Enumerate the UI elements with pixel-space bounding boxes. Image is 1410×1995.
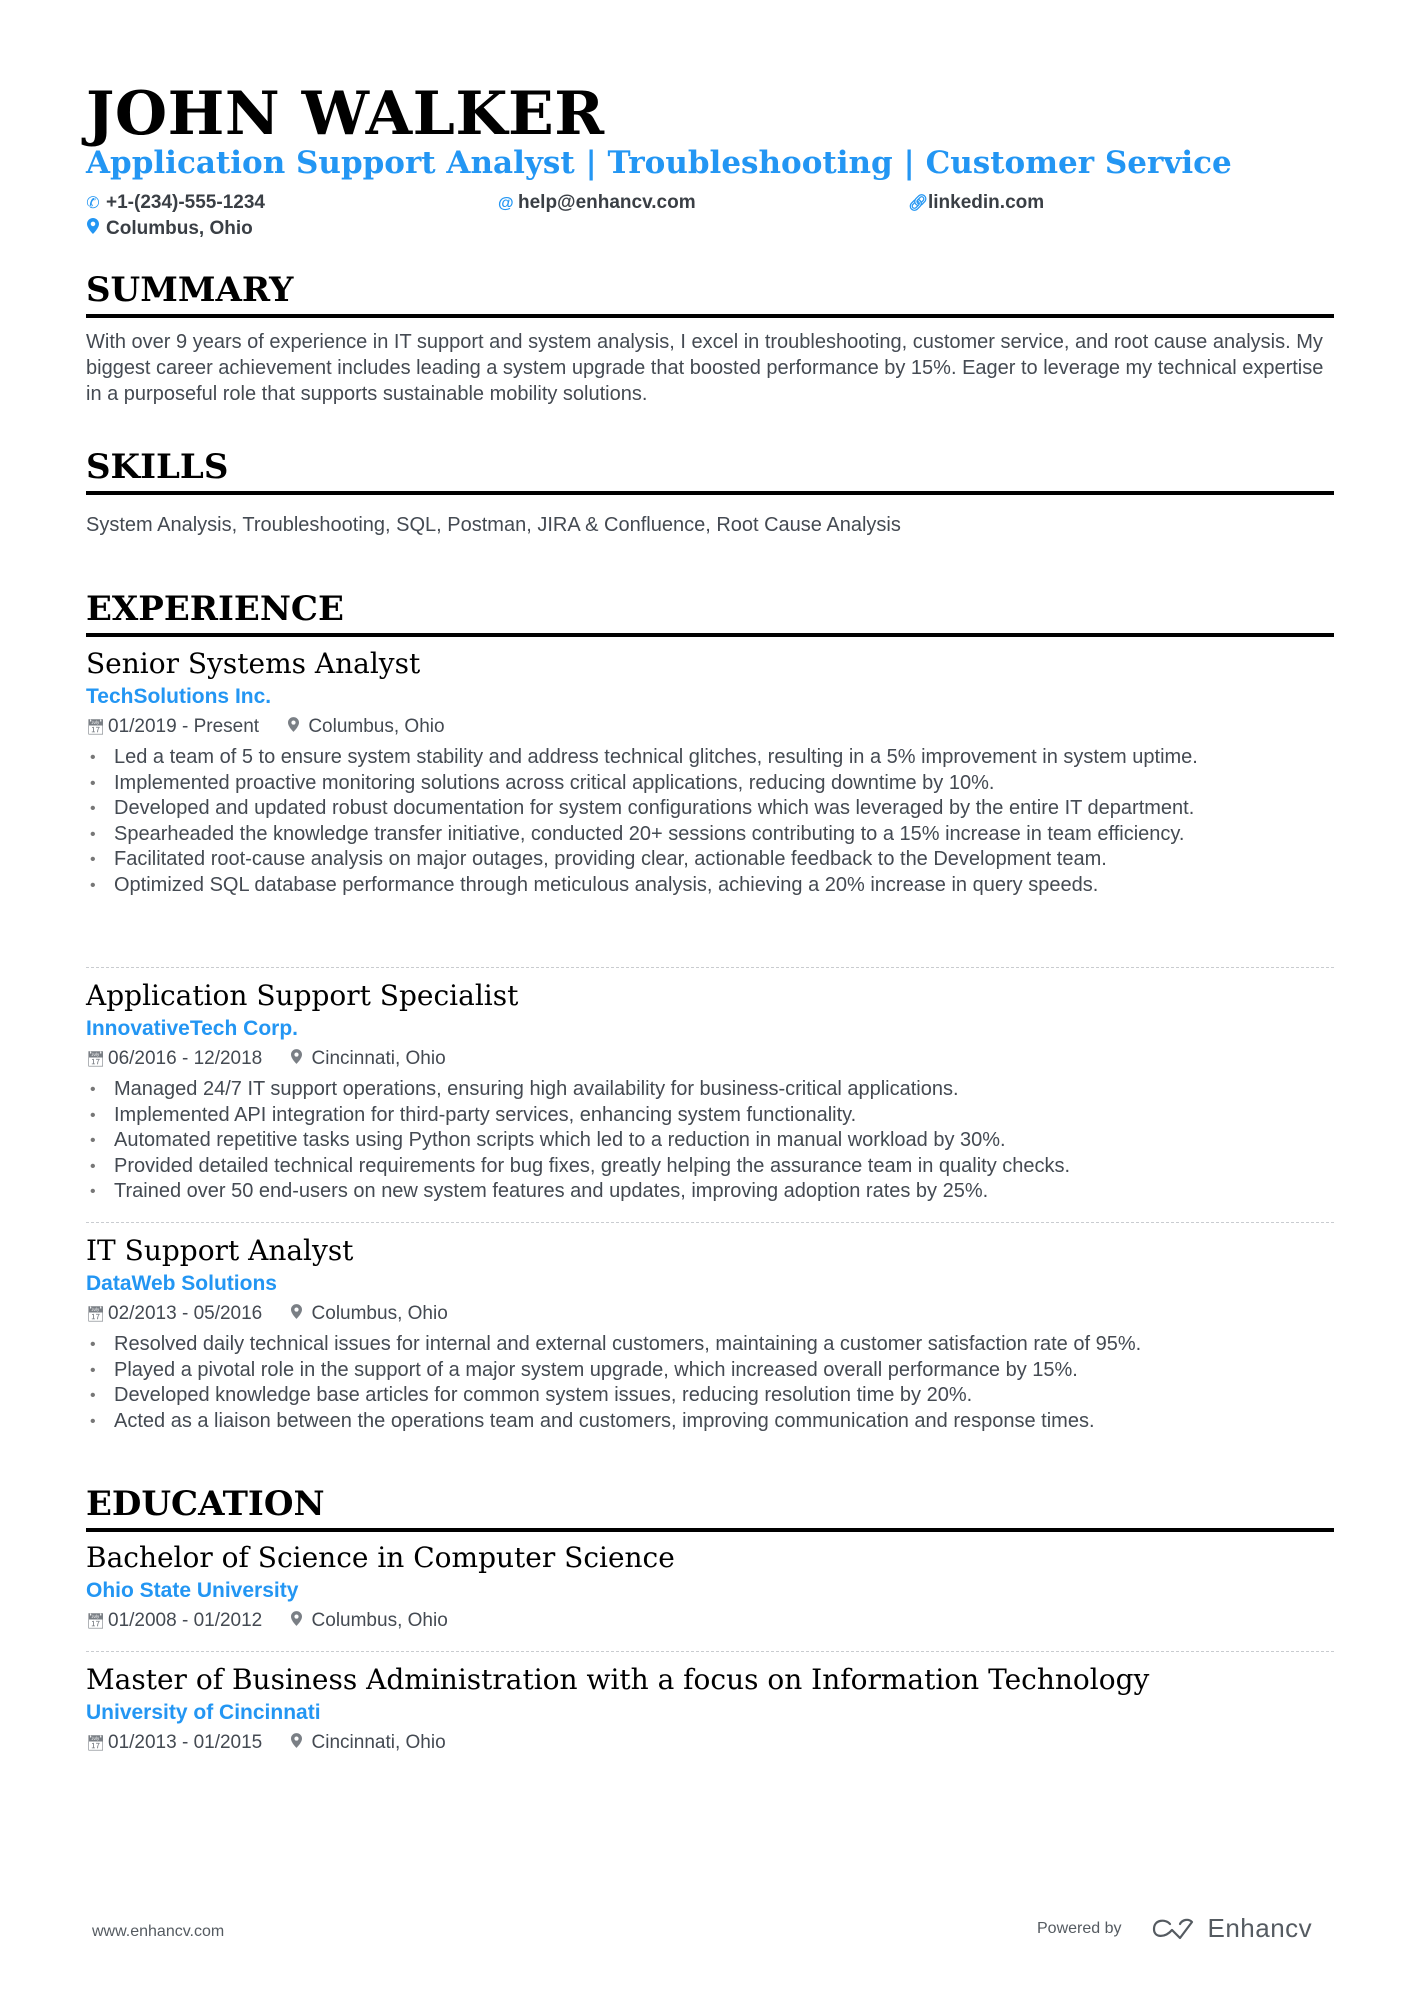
education-entry	[86, 1662, 1334, 1759]
at-icon: @	[498, 195, 514, 212]
footer-website[interactable]: www.enhancv.com	[92, 1923, 225, 1940]
enhancv-logo-text: Enhancv	[1207, 1913, 1313, 1943]
entry-divider	[86, 967, 1334, 968]
bullet-item: • Facilitated root-cause analysis on major outages, providing clear, actionable feedback to the Development team.	[86, 847, 1334, 873]
enhancv-logo[interactable]	[1150, 1913, 1313, 1944]
job-bullets	[86, 1077, 1334, 1205]
bullet-item: • Spearheaded the knowledge transfer initiative, conducted 20+ sessions contributing to a 15% increase in team efficiency.	[86, 822, 1334, 848]
section-heading-experience: EXPERIENCE	[86, 587, 1334, 637]
bullet-item: • Acted as a liaison between the operations team and customers, improving communication and response times.	[86, 1409, 1334, 1435]
link-icon: 🔗︎	[908, 195, 929, 212]
education-meta: 📅︎ 01/2008 - 01/2012 Columbus, Ohio	[86, 1606, 1334, 1637]
map-pin-icon	[290, 1300, 304, 1330]
job-role: Senior Systems Analyst	[86, 647, 421, 680]
school-name: Ohio State University	[86, 1579, 299, 1602]
experience-entry	[86, 1233, 1334, 1434]
summary-text: With over 9 years of experience in IT support and system analysis, I excel in troubleshooting, customer service, and root cause analysis. My biggest career achievement includes leading a system upgrade that boosted performance by 15%. Eager to leverage my technical expertise in a purposeful role that supports sustainable mobility solutions.	[86, 331, 1324, 405]
bullet-item: • Developed and updated robust documentation for system configurations which was leveraged by the entire IT department.	[86, 796, 1334, 822]
contact-email[interactable]: @ help@enhancv.com	[498, 191, 696, 216]
phone-icon: ✆	[86, 195, 100, 212]
contact-location: Columbus, Ohio	[86, 217, 253, 242]
job-company: DataWeb Solutions	[86, 1272, 277, 1295]
job-bullets	[86, 745, 1334, 898]
calendar-icon: 📅︎	[86, 1735, 106, 1752]
job-role: IT Support Analyst	[86, 1234, 354, 1267]
entry-divider	[86, 1651, 1334, 1652]
bullet-item: • Resolved daily technical issues for internal and external customers, maintaining a customer satisfaction rate of 95%.	[86, 1332, 1334, 1358]
entry-divider	[86, 1222, 1334, 1223]
bullet-item: • Managed 24/7 IT support operations, ensuring high availability for business-critical applications.	[86, 1077, 1334, 1103]
candidate-title: Application Support Analyst | Troubleshooting | Customer Service	[86, 145, 1232, 181]
job-company: InnovativeTech Corp.	[86, 1017, 298, 1040]
bullet-item: • Led a team of 5 to ensure system stability and address technical glitches, resulting in a 5% improvement in system uptime.	[86, 745, 1334, 771]
degree-title: Bachelor of Science in Computer Science	[86, 1541, 675, 1574]
section-heading-summary: SUMMARY	[86, 268, 1334, 318]
bullet-item: • Trained over 50 end-users on new system features and updates, improving adoption rates by 25%.	[86, 1179, 1334, 1205]
bullet-item: • Implemented API integration for third-party services, enhancing system functionality.	[86, 1103, 1334, 1129]
degree-title: Master of Business Administration with a focus on Information Technology	[86, 1663, 1150, 1696]
bullet-item: • Developed knowledge base articles for common system issues, reducing resolution time by 20%.	[86, 1383, 1334, 1409]
map-pin-icon	[290, 1607, 304, 1637]
job-meta: 📅︎ 02/2013 - 05/2016 Columbus, Ohio	[86, 1299, 1334, 1330]
map-pin-icon	[286, 713, 300, 743]
bullet-item: • Automated repetitive tasks using Python scripts which led to a reduction in manual workload by 30%.	[86, 1128, 1334, 1154]
bullet-item: • Implemented proactive monitoring solutions across critical applications, reducing downtime by 10%.	[86, 771, 1334, 797]
experience-entry	[86, 646, 1334, 898]
calendar-icon: 📅︎	[86, 719, 106, 736]
school-name: University of Cincinnati	[86, 1701, 321, 1724]
calendar-icon: 📅︎	[86, 1306, 106, 1323]
candidate-name: JOHN WALKER	[86, 79, 605, 149]
experience-entry	[86, 978, 1334, 1205]
section-heading-education: EDUCATION	[86, 1482, 1334, 1532]
skills-text: System Analysis, Troubleshooting, SQL, Postman, JIRA & Confluence, Root Cause Analysis	[86, 514, 901, 536]
contact-phone: ✆ +1-(234)-555-1234	[86, 191, 265, 216]
contact-link[interactable]: 🔗︎linkedin.com	[908, 191, 1044, 216]
education-entry	[86, 1540, 1334, 1637]
bullet-item: • Provided detailed technical requirements for bug fixes, greatly helping the assurance team in quality checks.	[86, 1154, 1334, 1180]
job-meta: 📅︎ 01/2019 - Present Columbus, Ohio	[86, 712, 1334, 743]
map-pin-icon	[290, 1045, 304, 1075]
job-meta: 📅︎ 06/2016 - 12/2018 Cincinnati, Ohio	[86, 1044, 1334, 1075]
map-pin-icon	[86, 218, 100, 242]
bullet-item: • Played a pivotal role in the support of a major system upgrade, which increased overall performance by 15%.	[86, 1358, 1334, 1384]
bullet-item: • Optimized SQL database performance through meticulous analysis, achieving a 20% increase in query speeds.	[86, 873, 1334, 899]
job-company: TechSolutions Inc.	[86, 685, 272, 708]
education-meta: 📅︎ 01/2013 - 01/2015 Cincinnati, Ohio	[86, 1728, 1334, 1759]
calendar-icon: 📅︎	[86, 1051, 106, 1068]
footer-branding	[1037, 1913, 1312, 1944]
job-bullets	[86, 1332, 1334, 1434]
map-pin-icon	[290, 1729, 304, 1759]
job-role: Application Support Specialist	[86, 979, 519, 1012]
calendar-icon: 📅︎	[86, 1613, 106, 1630]
powered-by-label: Powered by	[1037, 1919, 1122, 1937]
section-heading-skills: SKILLS	[86, 445, 1334, 495]
enhancv-logo-icon	[1150, 1916, 1198, 1942]
